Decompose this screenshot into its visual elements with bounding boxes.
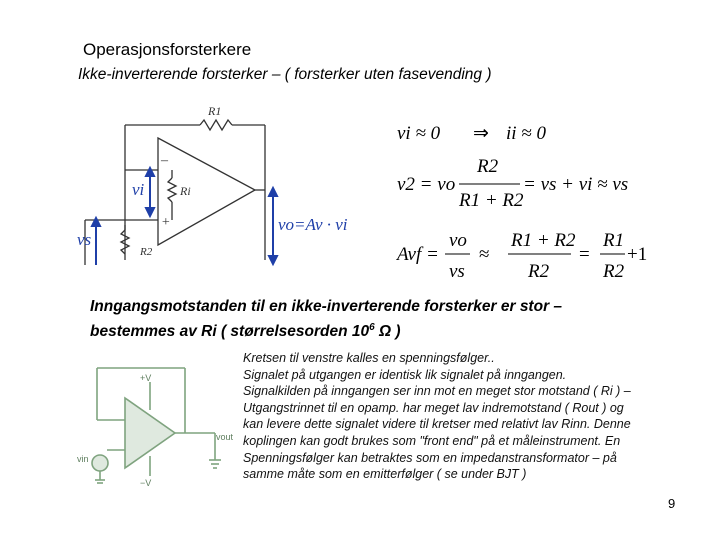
eq2-rhs: = vs + vi ≈ vs <box>523 174 629 195</box>
vs-label: vs <box>77 230 92 249</box>
eq1-left: vi ≈ 0 <box>397 123 441 144</box>
ri-resistor <box>168 178 176 202</box>
minus-sign: – <box>161 153 168 168</box>
statement-line-2: bestemmes av Ri ( størrelsesorden $10^6$ Ω ) <box>90 322 401 341</box>
eq2-lhs: v2 = vo <box>397 174 456 195</box>
eq3-frac3-den: R2 <box>603 261 625 282</box>
vin-label: vin <box>77 454 89 464</box>
plus-sign: + <box>161 215 171 230</box>
eq3-frac1-num: vo <box>449 230 467 251</box>
eq3-equals: = <box>579 244 590 265</box>
op-amp-triangle <box>158 138 255 245</box>
ri-label: Ri <box>180 184 191 198</box>
page-number: 9 <box>668 496 676 511</box>
note-line: kan levere dette signalet videre til kretser med relativt lav Rinn. Denne <box>243 417 631 432</box>
statement-line-1: Inngangsmotstanden til en ikke-inverterende forsterker er stor – <box>90 298 563 315</box>
eq3-approx: ≈ <box>479 244 490 265</box>
pos-supply-label: +V <box>140 373 152 383</box>
note-line: Utgangstrinnet til en opamp. har meget lav indremotstand ( Rout ) og <box>243 400 624 415</box>
equations-block <box>393 112 663 297</box>
eq3-frac2-num: R1 + R2 <box>511 230 576 251</box>
input-resistance-statement <box>90 296 650 342</box>
eq1-right: ii ≈ 0 <box>506 123 546 144</box>
r1-label: R1 <box>208 104 222 118</box>
voltage-follower-diagram <box>75 358 235 488</box>
note-line: Signalet på utgangen er identisk lik signalet på inngangen. <box>243 367 567 382</box>
input-source <box>92 455 108 471</box>
neg-supply-label: −V <box>140 478 152 488</box>
eq3-plus-one: +1 <box>627 244 648 265</box>
eq3-frac2-den: R2 <box>528 261 550 282</box>
eq2-denominator: R1 + R2 <box>459 190 524 211</box>
slide-title: Operasjonsforsterkere <box>83 40 252 59</box>
slide-subtitle: Ikke-inverterende forsterker – ( forsterker uten fasevending ) <box>78 66 492 83</box>
voltage-follower-notes <box>243 350 683 483</box>
note-line: koplingen kan godt brukes som "front end" på et måleinstrument. En <box>243 433 621 448</box>
note-line: samme måte som en emitterfølger ( se under BJT ) <box>243 467 527 482</box>
note-line: Signalkilden på inngangen ser inn mot en meget stor motstand ( Ri ) – <box>243 384 631 399</box>
eq3-lhs: Avf = <box>397 244 439 265</box>
eq3-frac3-num: R1 <box>603 230 625 251</box>
note-line: Kretsen til venstre kalles en spenningsfølger.. <box>243 351 495 365</box>
eq3-frac1-den: vs <box>449 261 465 282</box>
vi-label: vi <box>132 180 145 199</box>
note-line: Spenningsfølger kan betraktes som en impedanstransformator – på <box>243 450 617 465</box>
eq1-arrow: ⇒ <box>473 123 489 144</box>
non-inverting-amplifier-diagram <box>60 100 370 280</box>
eq2-numerator: R2 <box>477 156 499 177</box>
vo-gain-label: vo=Av · vi <box>278 215 348 234</box>
r2-label: R2 <box>140 246 153 258</box>
vout-label: vout <box>216 432 234 442</box>
r1-resistor <box>200 120 232 130</box>
